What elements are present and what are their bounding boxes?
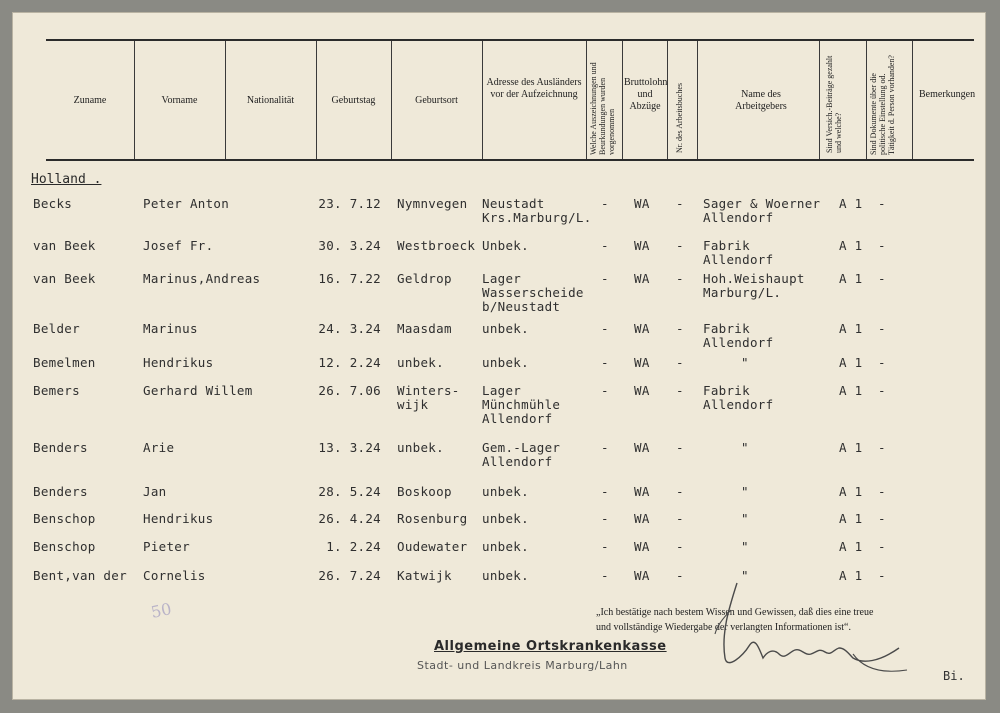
cell-zuname: van Beek (33, 271, 96, 286)
cell-auszeichnungen: - (601, 440, 609, 455)
cell-arbeitgeber: " (741, 539, 749, 554)
header-dokumente: Sind Dokumente über die politische Einstellung od. Tätigkeit d. Person vorhanden? (869, 55, 896, 155)
confirmation-line-1: „Ich bestätige nach bestem Wissen und Gewissen, daß dies eine treue (596, 607, 874, 618)
cell-adresse: unbek. (482, 539, 529, 554)
cell-auszeichnungen: - (601, 511, 609, 526)
cell-auszeichnungen: - (601, 568, 609, 583)
cell-adresse: Lager Münchmühle Allendorf (482, 383, 561, 426)
cell-arbeitgeber: " (741, 355, 749, 370)
cell-zuname: Benschop (33, 539, 96, 554)
document-card (13, 13, 985, 699)
col-divider (667, 41, 668, 159)
cell-brutto: WA (634, 271, 650, 286)
cell-geburtstag: 13. 3.24 (318, 440, 381, 455)
cell-zuname: van Beek (33, 238, 96, 253)
cell-brutto: WA (634, 440, 650, 455)
cell-dokumente: - (878, 196, 886, 211)
cell-adresse: unbek. (482, 321, 529, 336)
cell-vorname: Marinus (143, 321, 198, 336)
header-arbeitgeber: Name des Arbeitgebers (735, 89, 787, 112)
cell-versich: A 1 (839, 383, 863, 398)
cell-arbeitsbuch: - (676, 539, 684, 554)
cell-geburtstag: 26. 7.06 (318, 383, 381, 398)
cell-dokumente: - (878, 238, 886, 253)
header-geburtsort: Geburtsort (415, 95, 458, 106)
header-brutto: Bruttolohn und Abzüge (624, 77, 668, 112)
cell-adresse: Unbek. (482, 238, 529, 253)
cell-arbeitsbuch: - (676, 568, 684, 583)
cell-adresse: Neustadt Krs.Marburg/L. (482, 196, 592, 225)
cell-geburtstag: 26. 4.24 (318, 511, 381, 526)
col-divider (697, 41, 698, 159)
cell-versich: A 1 (839, 271, 863, 286)
cell-adresse: Lager Wasserscheide b/Neustadt (482, 271, 584, 314)
cell-geburtsort: Geldrop (397, 271, 452, 286)
cell-arbeitgeber: " (741, 511, 749, 526)
header-bemerkungen: Bemerkungen (919, 89, 976, 100)
cell-arbeitsbuch: - (676, 238, 684, 253)
page-mark: Bi. (943, 669, 965, 683)
cell-brutto: WA (634, 355, 650, 370)
cell-geburtsort: Katwijk (397, 568, 452, 583)
cell-arbeitsbuch: - (676, 196, 684, 211)
cell-geburtstag: 28. 5.24 (318, 484, 381, 499)
cell-versich: A 1 (839, 511, 863, 526)
cell-geburtsort: Rosenburg (397, 511, 468, 526)
cell-versich: A 1 (839, 196, 863, 211)
cell-brutto: WA (634, 511, 650, 526)
cell-geburtstag: 24. 3.24 (318, 321, 381, 336)
cell-vorname: Marinus,Andreas (143, 271, 261, 286)
cell-geburtstag: 12. 2.24 (318, 355, 381, 370)
col-divider (819, 41, 820, 159)
cell-vorname: Cornelis (143, 568, 206, 583)
cell-geburtsort: Westbroeck (397, 238, 476, 253)
col-divider (912, 41, 913, 159)
cell-adresse: Gem.-Lager Allendorf (482, 440, 561, 469)
header-zuname: Zuname (73, 95, 107, 106)
cell-auszeichnungen: - (601, 383, 609, 398)
cell-brutto: WA (634, 238, 650, 253)
cell-dokumente: - (878, 271, 886, 286)
signature-image (703, 578, 913, 678)
cell-brutto: WA (634, 568, 650, 583)
cell-versich: A 1 (839, 440, 863, 455)
cell-zuname: Belder (33, 321, 80, 336)
cell-vorname: Arie (143, 440, 175, 455)
cell-dokumente: - (878, 539, 886, 554)
col-divider (482, 41, 483, 159)
cell-arbeitsbuch: - (676, 440, 684, 455)
cell-arbeitgeber: Fabrik Allendorf (703, 238, 774, 267)
cell-auszeichnungen: - (601, 539, 609, 554)
section-title-holland: Holland . (31, 172, 102, 187)
header-geburtstag: Geburtstag (331, 95, 376, 106)
cell-geburtstag: 23. 7.12 (318, 196, 381, 211)
cell-arbeitgeber: Fabrik Allendorf (703, 321, 774, 350)
cell-geburtstag: 16. 7.22 (318, 271, 381, 286)
header-arbeitsbuch: Nr. des Arbeitsbuches (675, 83, 684, 153)
pencil-note: 50 (149, 599, 174, 622)
cell-brutto: WA (634, 484, 650, 499)
cell-dokumente: - (878, 440, 886, 455)
cell-versich: A 1 (839, 484, 863, 499)
cell-geburtstag: 30. 3.24 (318, 238, 381, 253)
cell-dokumente: - (878, 321, 886, 336)
cell-arbeitsbuch: - (676, 271, 684, 286)
cell-dokumente: - (878, 355, 886, 370)
cell-arbeitgeber: Hoh.Weishaupt Marburg/L. (703, 271, 805, 300)
cell-auszeichnungen: - (601, 271, 609, 286)
cell-auszeichnungen: - (601, 355, 609, 370)
cell-arbeitsbuch: - (676, 484, 684, 499)
cell-zuname: Becks (33, 196, 73, 211)
header-auszeichnungen: Welche Auszeichnungen und Beurkundungen wurden vorgenommen (589, 62, 616, 155)
cell-geburtsort: Winters- wijk (397, 383, 460, 412)
cell-arbeitsbuch: - (676, 321, 684, 336)
cell-brutto: WA (634, 383, 650, 398)
header-vorname: Vorname (161, 95, 198, 106)
cell-auszeichnungen: - (601, 484, 609, 499)
cell-arbeitsbuch: - (676, 511, 684, 526)
cell-brutto: WA (634, 321, 650, 336)
confirmation-line-2: und vollständige Wiedergabe der verlangten Informationen ist“. (596, 622, 851, 633)
cell-adresse: unbek. (482, 568, 529, 583)
cell-zuname: Bemelmen (33, 355, 96, 370)
stamp-line-2: Stadt- und Landkreis Marburg/Lahn (417, 659, 628, 672)
cell-arbeitgeber: " (741, 440, 749, 455)
cell-versich: A 1 (839, 321, 863, 336)
header-nationalitaet: Nationalität (246, 95, 295, 106)
col-divider (586, 41, 587, 159)
cell-zuname: Bemers (33, 383, 80, 398)
cell-geburtsort: unbek. (397, 355, 444, 370)
cell-geburtsort: unbek. (397, 440, 444, 455)
cell-arbeitsbuch: - (676, 355, 684, 370)
cell-adresse: unbek. (482, 511, 529, 526)
header-bottom-rule (46, 159, 974, 161)
cell-arbeitgeber: " (741, 484, 749, 499)
cell-adresse: unbek. (482, 484, 529, 499)
cell-dokumente: - (878, 484, 886, 499)
cell-vorname: Hendrikus (143, 511, 214, 526)
cell-dokumente: - (878, 383, 886, 398)
cell-arbeitgeber: Sager & Woerner Allendorf (703, 196, 821, 225)
cell-geburtsort: Boskoop (397, 484, 452, 499)
cell-vorname: Jan (143, 484, 167, 499)
cell-brutto: WA (634, 539, 650, 554)
cell-zuname: Benders (33, 484, 88, 499)
cell-brutto: WA (634, 196, 650, 211)
cell-auszeichnungen: - (601, 321, 609, 336)
cell-zuname: Bent,van der (33, 568, 127, 583)
cell-versich: A 1 (839, 539, 863, 554)
cell-zuname: Benders (33, 440, 88, 455)
cell-vorname: Gerhard Willem (143, 383, 253, 398)
cell-geburtsort: Oudewater (397, 539, 468, 554)
cell-dokumente: - (878, 568, 886, 583)
header-versich: Sind Versich.-Beiträge gezahlt und welche? (825, 55, 843, 153)
cell-geburtstag: 26. 7.24 (318, 568, 381, 583)
header-adresse: Adresse des Ausländers vor der Aufzeichnung (486, 77, 582, 100)
cell-arbeitgeber: " (741, 568, 749, 583)
col-divider (866, 41, 867, 159)
cell-arbeitsbuch: - (676, 383, 684, 398)
cell-versich: A 1 (839, 568, 863, 583)
cell-versich: A 1 (839, 238, 863, 253)
col-divider (622, 41, 623, 159)
cell-versich: A 1 (839, 355, 863, 370)
cell-zuname: Benschop (33, 511, 96, 526)
cell-vorname: Hendrikus (143, 355, 214, 370)
cell-geburtstag: 1. 2.24 (326, 539, 381, 554)
cell-geburtsort: Nymnvegen (397, 196, 468, 211)
cell-vorname: Peter Anton (143, 196, 230, 211)
cell-vorname: Josef Fr. (143, 238, 214, 253)
cell-adresse: unbek. (482, 355, 529, 370)
header-top-rule (46, 39, 974, 41)
cell-arbeitgeber: Fabrik Allendorf (703, 383, 774, 412)
cell-vorname: Pieter (143, 539, 190, 554)
cell-geburtsort: Maasdam (397, 321, 452, 336)
cell-auszeichnungen: - (601, 196, 609, 211)
cell-auszeichnungen: - (601, 238, 609, 253)
stamp-line-1: Allgemeine Ortskrankenkasse (434, 639, 667, 654)
cell-dokumente: - (878, 511, 886, 526)
